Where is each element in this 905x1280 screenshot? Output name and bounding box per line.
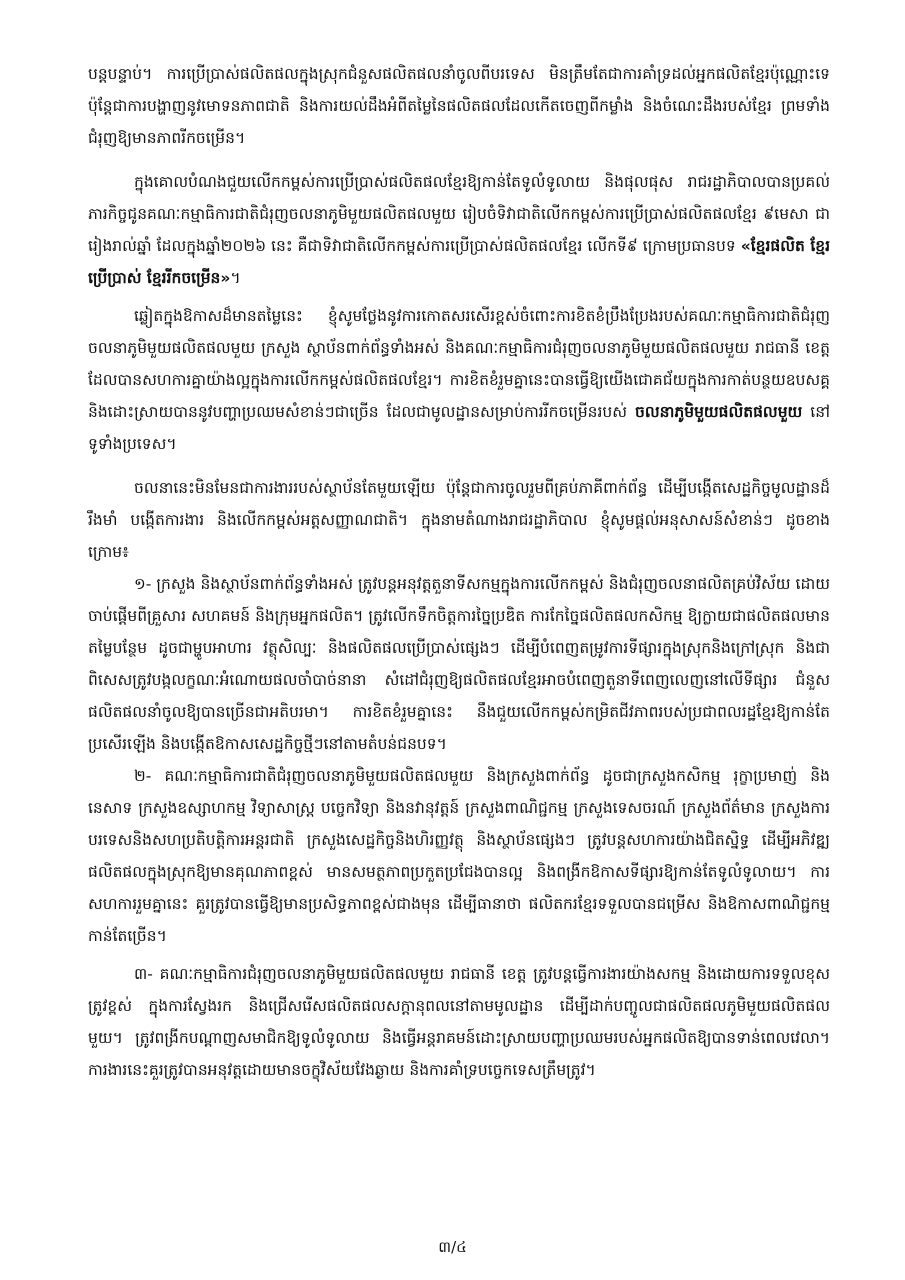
recommendation-2: ២- គណៈកម្មាធិការជាតិជំរុញចលនាភូមិមួយផលិតផលមួយ និងក្រសួងពាក់ព័ន្ធ ដូចជាក្រសួងកសិកម្ម រុក្ខាប្រមាញ់ និងនេសាទ ក្រសួងឧស្សាហកម្ម វិទ្យាសាស្ត្រ បច្ចេកវិទ្យា និងនវានុវត្តន៍ ក្រសួងពាណិជ្ជកម្ម ក្រសួងទេសចរណ៍ ក្រសួងព័ត៌មាន ក្រសួងការបរទេសនិងសហប្រតិបត្តិការអន្តរជាតិ ក្រសួងសេដ្ឋកិច្ចនិងហិរញ្ញវត្ថុ និងស្ថាប័នផ្សេងៗ ត្រូវបន្តសហការយ៉ាងជិតស្និទ្ធ ដើម្បីអភិវឌ្ឍផលិតផលក្នុងស្រុកឱ្យមានគុណភាពខ្ពស់ មានសមត្ថភាពប្រកួតប្រជែងបានល្អ និងពង្រីកឱកាសទីផ្សារឱ្យកាន់តែទូលំទូលាយ។ ការសហការរួមគ្នានេះ គួរត្រូវបានធ្វើឱ្យមានប្រសិទ្ធភាពខ្ពស់ជាងមុន ដើម្បីធានាថា ផលិតករខ្មែរទទួលបានជម្រើស និងឱកាសពាណិជ្ជកម្មកាន់តែច្រើន។ xyxy=(88,767,830,945)
recommendation-3: ៣- គណៈកម្មាធិការជំរុញចលនាភូមិមួយផលិតផលមួយ រាជធានី ខេត្ត ត្រូវបន្តធ្វើការងារយ៉ាងសកម្ម និងដោយការទទួលខុសត្រូវខ្ពស់ ក្នុងការស្វែងរក និងជ្រើសរើសផលិតផលសក្តានុពលនៅតាមមូលដ្ឋាន ដើម្បីដាក់បញ្ចូលជាផលិតផលភូមិមួយផលិតផលមួយ។ ត្រូវពង្រីកបណ្តាញសមាជិកឱ្យទូលំទូលាយ និងធ្វើអន្តរាគមន៍ដោះស្រាយបញ្ហាប្រឈមរបស់អ្នកផលិតឱ្យបានទាន់ពេលវេលា។ ការងារនេះគួរត្រូវបានអនុវត្តដោយមានចក្ខុវិស័យវែងឆ្ងាយ និងការគាំទ្របច្ចេកទេសត្រឹមត្រូវ។ xyxy=(88,965,830,1079)
paragraph-national-day-text: ក្នុងគោលបំណងជួយលើកកម្ពស់ការប្រើប្រាស់ផលិតផលខ្មែរឱ្យកាន់តែទូលំទូលាយ និងផុលផុស រាជរដ្ឋាភិបាលបានប្រគល់ភារកិច្ចជូនគណៈកម្មាធិការជាតិជំរុញចលនាភូមិមួយផលិតផលមួយ រៀបចំទិវាជាតិលើកកម្ពស់ការប្រើប្រាស់ផលិតផលខ្មែរ ៩មេសា ជារៀងរាល់ឆ្នាំ ដែលក្នុងឆ្នាំ២០២៦ នេះ គឺជាទិវាជាតិលើកកម្ពស់ការប្រើប្រាស់ផលិតផលខ្មែរ លើកទី៩ ក្រោមប្រធានបទ xyxy=(88,173,830,255)
paragraph-appreciation-text: ឆ្លៀតក្នុងឱកាសដ៏មានតម្លៃនេះ ខ្ញុំសូមថ្លែងនូវការកោតសរសើរខ្ពស់ចំពោះការខិតខំប្រឹងប្រែងរបស់គណៈកម្មាធិការជាតិជំរុញចលនាភូមិមួយផលិតផលមួយ ក្រសួង ស្ថាប័នពាក់ព័ន្ធទាំងអស់ និងគណៈកម្មាធិការជំរុញចលនាភូមិមួយផលិតផលមួយ រាជធានី ខេត្ត ដែលបានសហការគ្នាយ៉ាងល្អក្នុងការលើកកម្ពស់ផលិតផលខ្មែរ។ ការខិតខំរួមគ្នានេះបានធ្វើឱ្យយើងជោគជ័យក្នុងការកាត់បន្ថយឧបសគ្គ និងដោះស្រាយបាននូវបញ្ហាប្រឈមសំខាន់ៗជាច្រើន ដែលជាមូលដ្ឋានសម្រាប់ការរីកចម្រើនរបស់ xyxy=(88,307,830,421)
paragraph-continuation: បន្តបន្ទាប់។ ការប្រើប្រាស់ផលិតផលក្នុងស្រុកជំនួសផលិតផលនាំចូលពីបរទេស មិនត្រឹមតែជាការគាំទ្រដល់អ្នកផលិតខ្មែរប៉ុណ្ណោះទេ ប៉ុន្តែជាការបង្ហាញនូវមោទនភាពជាតិ និងការយល់ដឹងអំពីតម្លៃនៃផលិតផលដែលកើតចេញពីកម្លាំង និងចំណេះដឹងរបស់ខ្មែរ ព្រមទាំងជំរុញឱ្យមានភាពរីកចម្រើន។ xyxy=(88,65,830,147)
recommendation-1: ១- ក្រសួង និងស្ថាប័នពាក់ព័ន្ធទាំងអស់ ត្រូវបន្តអនុវត្តតួនាទីសកម្មក្នុងការលើកកម្ពស់ និងជំរុញចលនាផលិតគ្រប់វិស័យ ដោយចាប់ផ្តើមពីគ្រួសារ សហគមន៍ និងក្រុមអ្នកផលិត។ ត្រូវលើកទឹកចិត្តការច្នៃប្រឌិត ការកែច្នៃផលិតផលកសិកម្ម ឱ្យក្លាយជាផលិតផលមានតម្លៃបន្ថែម ដូចជាម្ហូបអាហារ វត្ថុសិល្បៈ និងផលិតផលប្រើប្រាស់ផ្សេងៗ ដើម្បីបំពេញតម្រូវការទីផ្សារក្នុងស្រុកនិងក្រៅស្រុក និងជាពិសេសត្រូវបង្កលក្ខណៈអំណោយផលចាំបាច់នានា សំដៅជំរុញឱ្យផលិតផលខ្មែរអាចបំពេញតួនាទីពេញលេញនៅលើទីផ្សារ ជំនួសផលិតផលនាំចូលឱ្យបានច្រើនជាអតិបរមា។ ការខិតខំរួមគ្នានេះ នឹងជួយលើកកម្ពស់កម្រិតជីវភាពរបស់ប្រជាពលរដ្ឋខ្មែរឱ្យកាន់តែប្រសើរឡើង និងបង្កើតឱកាសសេដ្ឋកិច្ចថ្មីៗនៅតាមតំបន់ជនបទ។ xyxy=(88,575,830,753)
document-page xyxy=(88,58,830,1086)
paragraph-national-day-end: ។ xyxy=(230,269,241,287)
page-number: ៣/៤ xyxy=(438,1238,467,1256)
theme-title: «ខ្មែរផលិត ខ្មែរប្រើប្រាស់ ខ្មែររីកចម្រើន» xyxy=(88,237,831,287)
movement-name: ចលនាភូមិមួយផលិតផលមួយ xyxy=(635,403,803,421)
paragraph-national-day xyxy=(88,166,830,294)
paragraph-appreciation-end: នៅទូទាំងប្រទេស។ xyxy=(88,403,830,453)
paragraph-recommendations-intro: ចលនានេះមិនមែនជាការងាររបស់ស្ថាប័នតែមួយឡើយ ប៉ុន្តែជាការចូលរួមពីគ្រប់ភាគីពាក់ព័ន្ធ ដើម្បីបង្កើតសេដ្ឋកិច្ចមូលដ្ឋានដ៏រឹងមាំ បង្កើតការងារ និងលើកកម្ពស់អត្តសញ្ញាណជាតិ។ ក្នុងនាមតំណាងរាជរដ្ឋាភិបាល ខ្ញុំសូមផ្តល់អនុសាសន៍សំខាន់ៗ ដូចខាងក្រោម៖ xyxy=(88,479,830,561)
paragraph-appreciation xyxy=(88,300,830,460)
